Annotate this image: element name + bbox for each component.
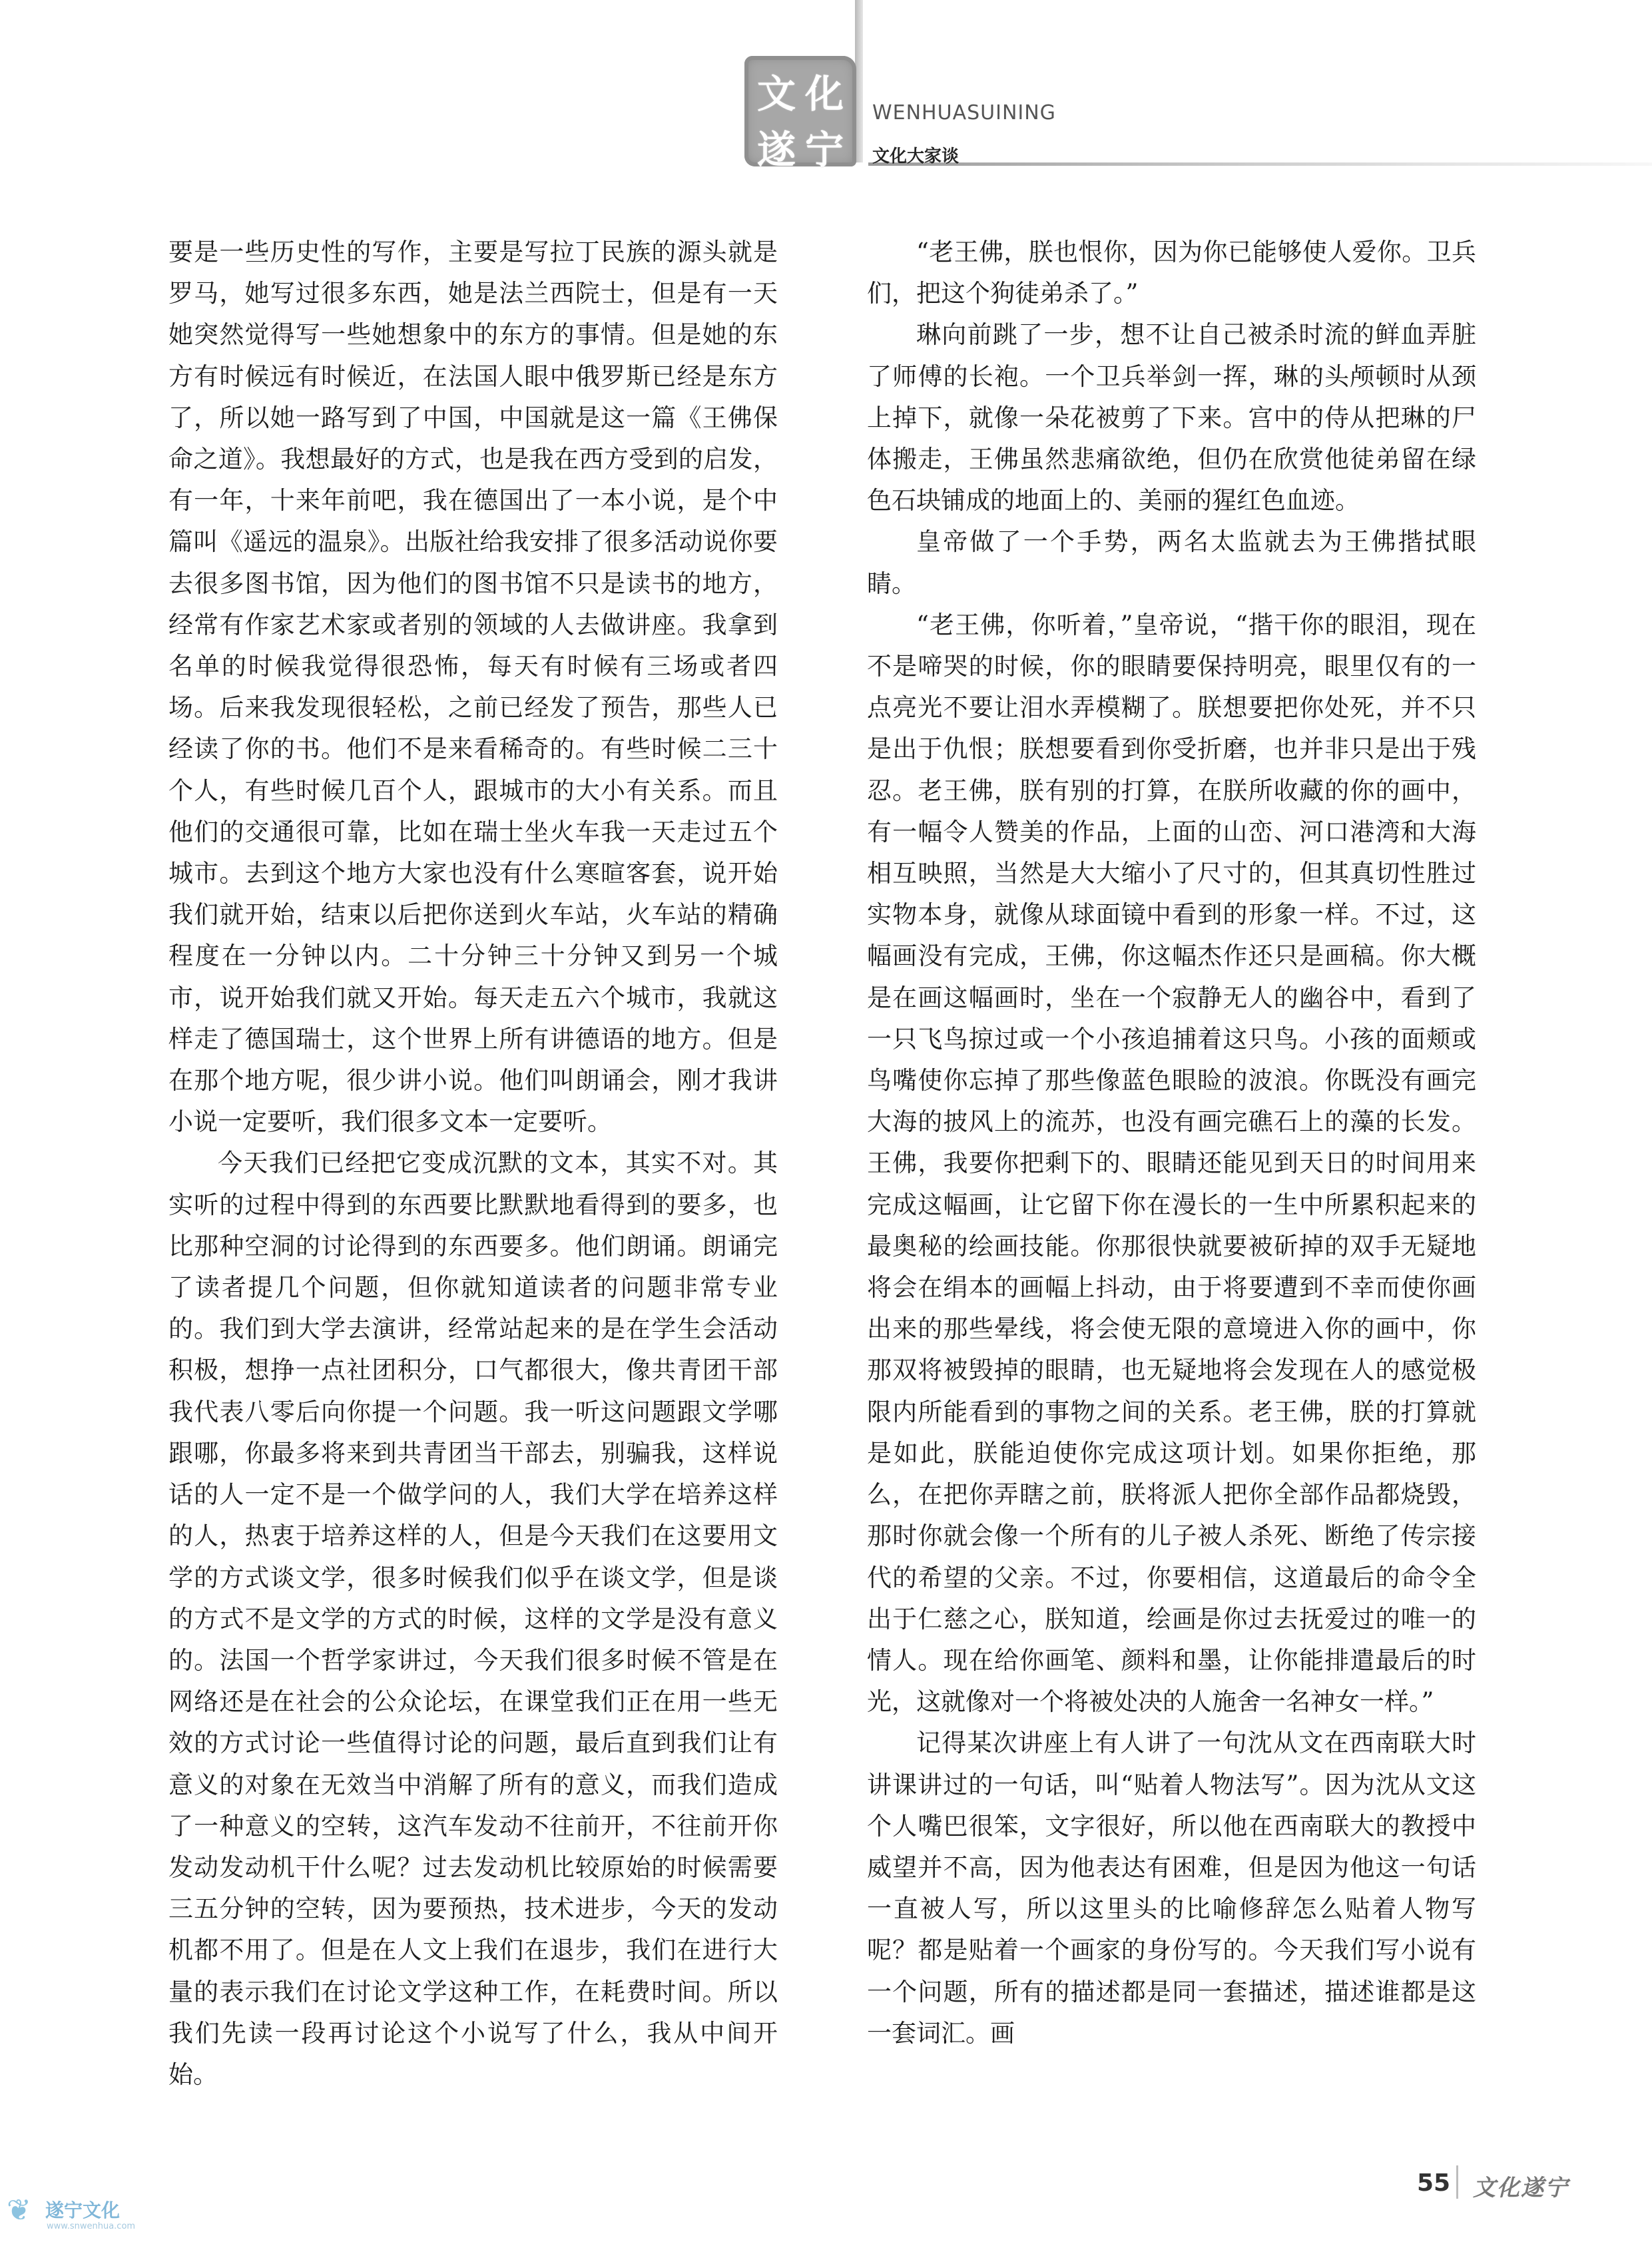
header-brand: WENHUASUINING xyxy=(872,101,1056,125)
wing-icon: ❦ xyxy=(7,2193,31,2227)
seal-char: 遂 xyxy=(756,127,796,172)
seal-char: 文 xyxy=(756,71,796,117)
paragraph: 琳向前跳了一步，想不让自己被杀时流的鲜血弄脏了师傅的长袍。一个卫兵举剑一挥，琳的头颅顿时从颈上掉下，就像一朵花被剪了下来。宫中的侍从把琳的尸体搬走，王佛虽然悲痛欲绝，但仍在欣赏他徒弟留在绿色石块铺成的地面上的、美丽的猩红色血迹。 xyxy=(867,320,1476,515)
watermark-text: 遂宁文化 xyxy=(45,2199,121,2221)
paragraph: 皇帝做了一个手势，两名太监就去为王佛揩拭眼睛。 xyxy=(867,527,1476,598)
seal-char: 宁 xyxy=(804,127,844,172)
footer-divider xyxy=(1456,2165,1458,2199)
header-rule xyxy=(868,162,1652,166)
paragraph: “老王佛，朕也恨你，因为你已能够使人爱你。卫兵们，把这个狗徒弟杀了。” xyxy=(867,238,1476,308)
paragraph: 要是一些历史性的写作，主要是写拉丁民族的源头就是罗马，她写过很多东西，她是法兰西院士，但是有一天她突然觉得写一些她想象中的东方的事情。但是她的东方有时候远有时候近，在法国人眼中俄罗斯已经是东方了，所以她一路写到了中国，中国就是这一篇《王佛保命之道》。我想最好的方式，也是我在西方受到的启发，有一年，十来年前吧，我在德国出了一本小说，是个中篇叫《遥远的温泉》。出版社给我安排了很多活动说你要去很多图书馆，因为他们的图书馆不只是读书的地方，经常有作家艺术家或者别的领域的人去做讲座。我拿到名单的时候我觉得很恐怖，每天有时候有三场或者四场。后来我发现很轻松，之前已经发了预告，那些人已经读了你的书。他们不是来看稀奇的。有些时候二三十个人，有些时候几百个人，跟城市的大小有关系。而且他们的交通很可靠，比如在瑞士坐火车我一天走过五个城市。去到这个地方大家也没有什么寒暄客套，说开始我们就开始，结束以后把你送到火车站，火车站的精确程度在一分钟以内。二十分钟三十分钟又到另一个城市，说开始我们就又开始。每天走五六个城市，我就这样走了德国瑞士，这个世界上所有讲德语的地方。但是在那个地方呢，很少讲小说。他们叫朗诵会，刚才我讲小说一定要听，我们很多文本一定要听。 xyxy=(168,238,778,1137)
right-column xyxy=(867,232,1476,2054)
left-column xyxy=(168,232,778,2096)
watermark-url: www.snwenhua.com xyxy=(47,2221,136,2231)
seal-char: 化 xyxy=(804,71,844,117)
wenhua-suining-seal-logo xyxy=(744,56,856,172)
footer-brand: 文化遂宁 xyxy=(1473,2175,1569,2201)
page-number: 55 xyxy=(1417,2169,1451,2197)
watermark xyxy=(7,2191,153,2237)
paragraph: 记得某次讲座上有人讲了一句沈从文在西南联大时讲课讲过的一句话，叫“贴着人物法写”。因为沈从文这个人嘴巴很笨，文字很好，所以他在西南联大的教授中威望并不高，因为他表达有困难，但是因为他这一句话一直被人写，所以这里头的比喻修辞怎么贴着人物写呢？都是贴着一个画家的身份写的。今天我们写小说有一个问题，所有的描述都是同一套描述，描述谁都是这一套词汇。画 xyxy=(867,1729,1476,2048)
paragraph: 今天我们已经把它变成沉默的文本，其实不对。其实听的过程中得到的东西要比默默地看得到的要多，也比那种空洞的讨论得到的东西要多。他们朗诵。朗诵完了读者提几个问题，但你就知道读者的问题非常专业的。我们到大学去演讲，经常站起来的是在学生会活动积极，想挣一点社团积分，口气都很大，像共青团干部我代表八零后向你提一个问题。我一听这问题跟文学哪跟哪，你最多将来到共青团当干部去，别骗我，这样说话的人一定不是一个做学问的人，我们大学在培养这样的人，热衷于培养这样的人，但是今天我们在这要用文学的方式谈文学，很多时候我们似乎在谈文学，但是谈的方式不是文学的方式的时候，这样的文学是没有意义的。法国一个哲学家讲过，今天我们很多时候不管是在网络还是在社会的公众论坛，在课堂我们正在用一些无效的方式讨论一些值得讨论的问题，最后直到我们让有意义的对象在无效当中消解了所有的意义，而我们造成了一种意义的空转，这汽车发动不往前开，不往前开你发动发动机干什么呢？过去发动机比较原始的时候需要三五分钟的空转，因为要预热，技术进步，今天的发动机都不用了。但是在人文上我们在退步，我们在进行大量的表示我们在讨论文学这种工作，在耗费时间。所以我们先读一段再讨论这个小说写了什么，我从中间开始。 xyxy=(168,1149,778,2089)
section-title: 文化大家谈 xyxy=(872,146,960,166)
paragraph: “老王佛，你听着，”皇帝说，“揩干你的眼泪，现在不是啼哭的时候，你的眼睛要保持明亮，眼里仅有的一点亮光不要让泪水弄模糊了。朕想要把你处死，并不只是出于仇恨；朕想要看到你受折磨，也并非只是出于残忍。老王佛，朕有别的打算，在朕所收藏的你的画中，有一幅令人赞美的作品，上面的山峦、河口港湾和大海相互映照，当然是大大缩小了尺寸的，但其真切性胜过实物本身，就像从球面镜中看到的形象一样。不过，这幅画没有完成，王佛，你这幅杰作还只是画稿。你大概是在画这幅画时，坐在一个寂静无人的幽谷中，看到了一只飞鸟掠过或一个小孩追捕着这只鸟。小孩的面颊或鸟嘴使你忘掉了那些像蓝色眼睑的波浪。你既没有画完大海的披风上的流苏，也没有画完礁石上的藻的长发。王佛，我要你把剩下的、眼睛还能见到天日的时间用来完成这幅画，让它留下你在漫长的一生中所累积起来的最奥秘的绘画技能。你那很快就要被斫掉的双手无疑地将会在绢本的画幅上抖动，由于将要遭到不幸而使你画出来的那些晕线，将会使无限的意境进入你的画中，你那双将被毁掉的眼睛，也无疑地将会发现在人的感觉极限内所能看到的事物之间的关系。老王佛，朕的打算就是如此，朕能迫使你完成这项计划。如果你拒绝，那么，在把你弄瞎之前，朕将派人把你全部作品都烧毁，那时你就会像一个所有的儿子被人杀死、断绝了传宗接代的希望的父亲。不过，你要相信，这道最后的命令全出于仁慈之心，朕知道，绘画是你过去抚爱过的唯一的情人。现在给你画笔、颜料和墨，让你能排遣最后的时光，这就像对一个将被处决的人施舍一名神女一样。” xyxy=(867,610,1476,1717)
